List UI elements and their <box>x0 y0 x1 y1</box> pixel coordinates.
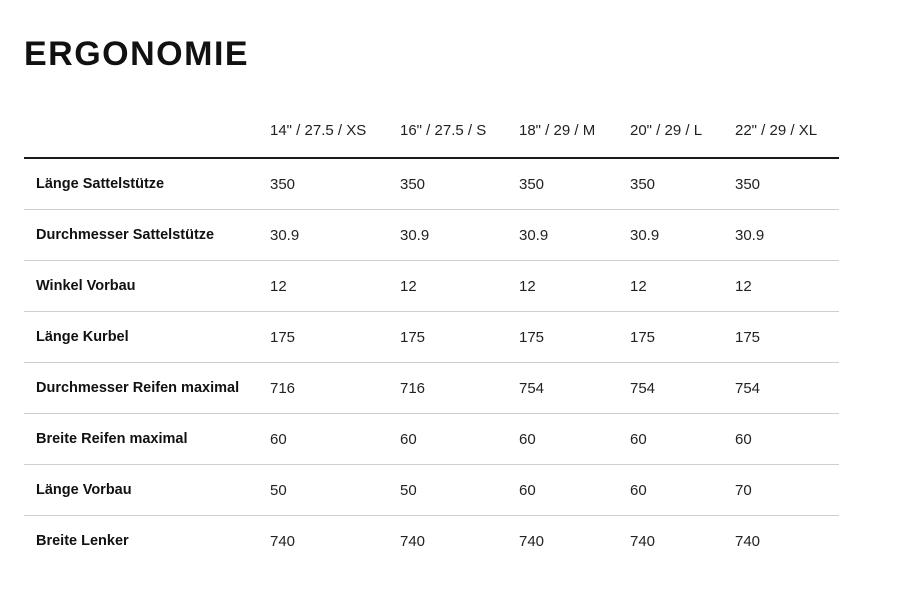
table-cell: 60 <box>519 465 630 516</box>
row-label: Durchmesser Sattelstütze <box>24 210 270 261</box>
table-cell: 50 <box>270 465 400 516</box>
table-cell: 60 <box>270 414 400 465</box>
table-cell: 754 <box>519 363 630 414</box>
table-cell: 740 <box>735 532 761 550</box>
table-cell: 175 <box>519 312 630 363</box>
table-cell: 740 <box>270 532 296 550</box>
table-cell: 70 <box>735 465 839 516</box>
table-cell: 60 <box>400 414 519 465</box>
table-cell: 350 <box>400 158 519 210</box>
table-cell: 12 <box>630 261 735 312</box>
row-label: Breite Lenker <box>36 533 129 549</box>
header-size-xs: 14" / 27.5 / XS <box>270 104 400 158</box>
table-cell: 350 <box>519 158 630 210</box>
table-cell: 12 <box>400 261 519 312</box>
ergonomics-table <box>24 104 839 566</box>
table-cell: 740 <box>630 532 656 550</box>
table-row <box>24 465 839 516</box>
table-cell: 175 <box>630 312 735 363</box>
table-cell: 740 <box>400 532 426 550</box>
table-row <box>24 516 839 567</box>
row-label: Länge Kurbel <box>24 312 270 363</box>
row-label: Winkel Vorbau <box>24 261 270 312</box>
table-cell: 12 <box>270 261 400 312</box>
table-row <box>24 261 839 312</box>
table-cell: 740 <box>519 532 545 550</box>
table-row <box>24 414 839 465</box>
table-cell: 754 <box>630 363 735 414</box>
table-cell: 175 <box>400 312 519 363</box>
table-cell: 754 <box>735 363 839 414</box>
row-label: Länge Sattelstütze <box>24 158 270 210</box>
table-cell: 60 <box>630 414 735 465</box>
table-cell: 60 <box>735 414 839 465</box>
table-cell: 50 <box>400 465 519 516</box>
table-row <box>24 210 839 261</box>
table-cell: 30.9 <box>519 210 630 261</box>
table-row <box>24 158 839 210</box>
table-cell: 350 <box>630 158 735 210</box>
row-label: Länge Vorbau <box>24 465 270 516</box>
header-size-m: 18" / 29 / M <box>519 104 630 158</box>
row-label: Durchmesser Reifen maximal <box>24 363 270 414</box>
table-cell: 716 <box>270 363 400 414</box>
table-cell: 30.9 <box>735 210 839 261</box>
table-cell: 60 <box>630 465 735 516</box>
header-row <box>24 104 839 158</box>
table-cell: 60 <box>519 414 630 465</box>
header-size-s: 16" / 27.5 / S <box>400 104 519 158</box>
table-cell: 716 <box>400 363 519 414</box>
header-size-xl: 22" / 29 / XL <box>735 104 839 158</box>
header-size-l: 20" / 29 / L <box>630 104 735 158</box>
table-cell: 175 <box>735 312 839 363</box>
table-row <box>24 363 839 414</box>
table-cell: 350 <box>270 158 400 210</box>
table-cell: 12 <box>519 261 630 312</box>
table-cell: 12 <box>735 261 839 312</box>
table-cell: 175 <box>270 312 400 363</box>
page-title: ERGONOMIE <box>24 35 250 73</box>
table-cell: 30.9 <box>630 210 735 261</box>
table-cell: 30.9 <box>400 210 519 261</box>
table-row <box>24 312 839 363</box>
table-cell: 30.9 <box>270 210 400 261</box>
header-label-cell <box>24 104 270 158</box>
table-cell: 350 <box>735 158 839 210</box>
row-label: Breite Reifen maximal <box>24 414 270 465</box>
